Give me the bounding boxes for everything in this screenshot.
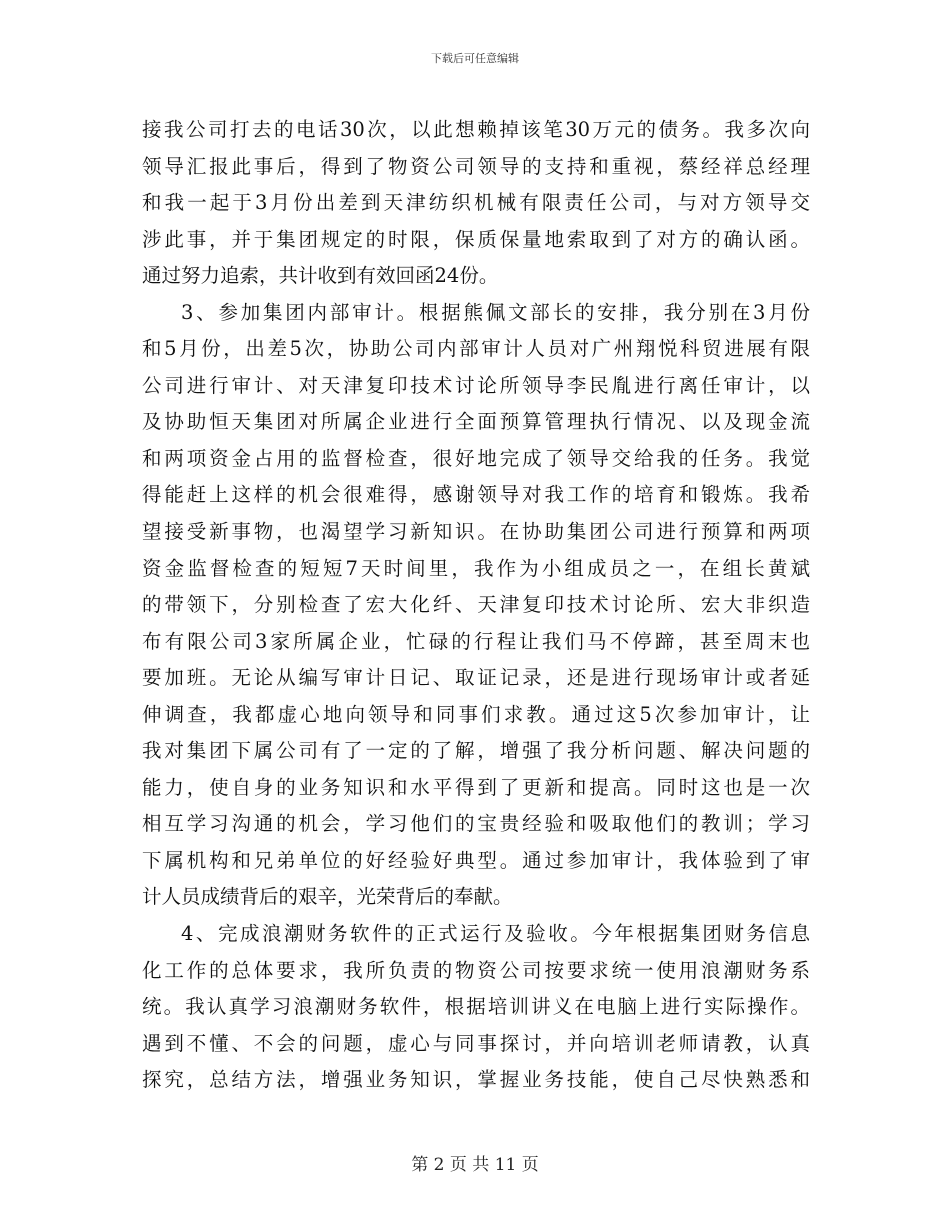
page-number-footer: 第 2 页 共 11 页 <box>411 1155 539 1175</box>
text-line: 探究，总结方法，增强业务知识，掌握业务技能，使自己尽快熟悉和 <box>142 1068 810 1092</box>
text-line: 和我一起于3月份出差到天津纺织机械有限责任公司，与对方领导交 <box>142 191 810 215</box>
text-line: 望接受新事物，也渴望学习新知识。在协助集团公司进行预算和两项 <box>142 520 810 544</box>
text-line: 及协助恒天集团对所属企业进行全面预算管理执行情况、以及现金流 <box>142 410 810 434</box>
text-line: 遇到不懂、不会的问题，虚心与同事探讨，并向培训老师请教，认真 <box>142 1031 810 1055</box>
text-line: 计人员成绩背后的艰辛，光荣背后的奉献。 <box>142 885 513 909</box>
text-line: 公司进行审计、对天津复印技术讨论所领导李民胤进行离任审计，以 <box>142 373 810 397</box>
text-line: 资金监督检查的短短7天时间里，我作为小组成员之一，在组长黄斌 <box>142 556 810 580</box>
page-header: 下载后可任意编辑 <box>431 52 519 65</box>
text-line: 伸调查，我都虚心地向领导和同事们求教。通过这5次参加审计，让 <box>142 702 810 726</box>
document-body <box>142 112 810 1099</box>
text-line: 领导汇报此事后，得到了物资公司领导的支持和重视，蔡经祥总经理 <box>142 154 810 178</box>
text-line: 统。我认真学习浪潮财务软件，根据培训讲义在电脑上进行实际操作。 <box>142 995 810 1019</box>
text-line: 下属机构和兄弟单位的好经验好典型。通过参加审计，我体验到了审 <box>142 848 810 872</box>
text-line: 能力，使自身的业务知识和水平得到了更新和提高。同时这也是一次 <box>142 775 810 799</box>
text-line: 化工作的总体要求，我所负责的物资公司按要求统一使用浪潮财务系 <box>142 958 810 982</box>
text-line: 接我公司打去的电话30次，以此想赖掉该笔30万元的债务。我多次向 <box>142 118 810 141</box>
text-line: 得能赶上这样的机会很难得，感谢领导对我工作的培育和锻炼。我希 <box>142 483 810 507</box>
text-line: 和5月份，出差5次，协助公司内部审计人员对广州翔悦科贸进展有限 <box>142 337 810 361</box>
text-line: 相互学习沟通的机会，学习他们的宝贵经验和吸取他们的教训；学习 <box>142 812 810 836</box>
text-line: 我对集团下属公司有了一定的了解，增强了我分析问题、解决问题的 <box>142 739 810 763</box>
text-line: 要加班。无论从编写审计日记、取证记录，还是进行现场审计或者延 <box>142 666 810 690</box>
text-line: 4、完成浪潮财务软件的正式运行及验收。今年根据集团财务信息 <box>181 922 810 946</box>
text-line: 布有限公司3家所属企业，忙碌的行程让我们马不停蹄，甚至周末也 <box>142 629 810 653</box>
text-line: 和两项资金占用的监督检查，很好地完成了领导交给我的任务。我觉 <box>142 446 810 470</box>
text-line: 通过努力追索，共计收到有效回函24份。 <box>142 264 499 288</box>
text-line: 的带领下，分别检查了宏大化纤、天津复印技术讨论所、宏大非织造 <box>142 593 810 617</box>
text-line: 3、参加集团内部审计。根据熊佩文部长的安排，我分别在3月份 <box>181 300 810 324</box>
text-line: 涉此事，并于集团规定的时限，保质保量地索取到了对方的确认函。 <box>142 227 810 251</box>
